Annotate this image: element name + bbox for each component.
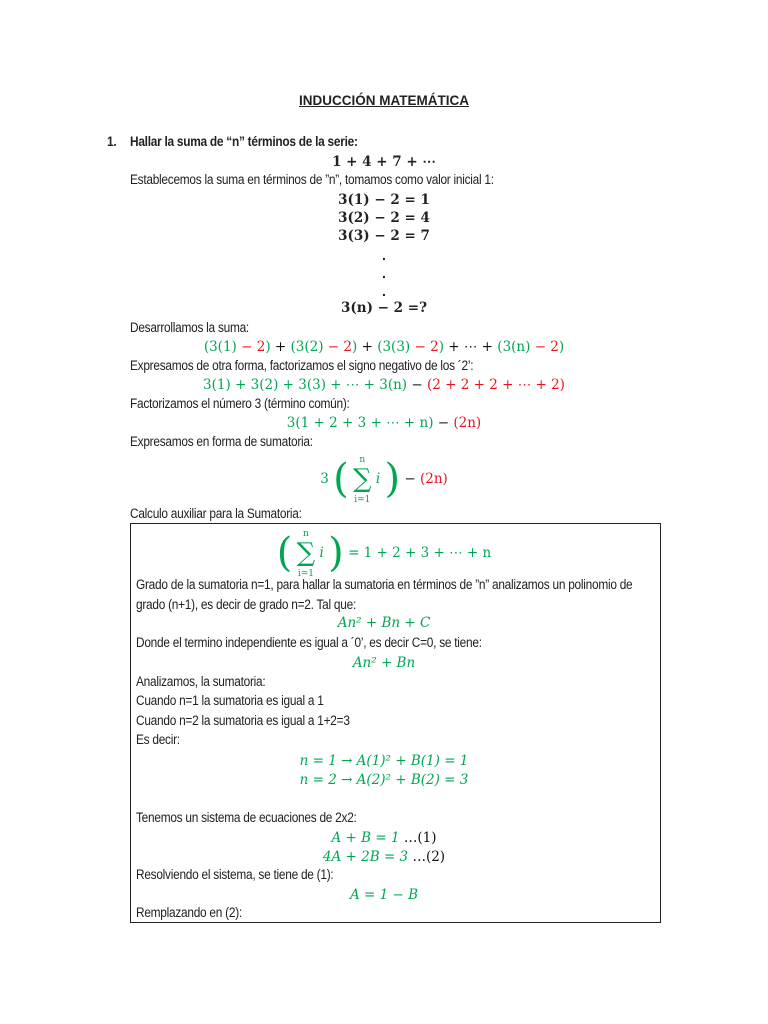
factor-text: Factorizamos el número 3 (término común): bbox=[130, 396, 350, 411]
system-eq-2: n = 2 → A(2)² + B(2) = 3 bbox=[299, 772, 469, 788]
aux-text: Calculo auxiliar para la Sumatoria: bbox=[130, 506, 302, 521]
equation-1: 3(1) − 2 = 1 bbox=[338, 192, 430, 208]
case-1-text: Cuando n=1 la sumatoria es igual a 1 bbox=[136, 693, 324, 708]
equation-2: 3(2) − 2 = 4 bbox=[338, 210, 430, 226]
develop-text: Desarrollamos la suma: bbox=[130, 320, 249, 335]
solve-text: Resolviendo el sistema, se tiene de (1): bbox=[136, 867, 334, 882]
equation-3: 3(3) − 2 = 7 bbox=[338, 228, 430, 244]
replace-text: Remplazando en (2): bbox=[136, 905, 242, 920]
express-text: Expresamos de otra forma, factorizamos el signo negativo de los ´2’: bbox=[130, 358, 474, 373]
ellipsis-dot: . bbox=[382, 265, 386, 281]
system-eq-1: n = 1 → A(1)² + B(1) = 1 bbox=[299, 753, 469, 769]
polynomial-1: An² + Bn + C bbox=[337, 615, 431, 631]
equation-n: 3(n) − 2 =? bbox=[340, 300, 427, 316]
express-expression: 3(1) + 3(2) + 3(3) + ⋯ + 3(n) − (2 + 2 + 2 + ⋯ + 2) bbox=[203, 377, 565, 393]
establish-text: Establecemos la suma en términos de ”n”, tomamos como valor inicial 1: bbox=[130, 172, 494, 187]
polynomial-2: An² + Bn bbox=[352, 655, 416, 671]
series-expression: 1 + 4 + 7 + ⋯ bbox=[332, 154, 436, 170]
independent-text: Donde el termino independiente es igual a ´0’, es decir C=0, se tiene: bbox=[136, 635, 482, 650]
equation-system-1: A + B = 1 …(1) bbox=[331, 830, 437, 846]
sigma-symbol: n ∑ i=1 bbox=[296, 529, 316, 579]
box-sum-expression: ( n ∑ i=1 i ) = 1 + 2 + 3 + ⋯ + n bbox=[0, 526, 768, 574]
case-2-text: Cuando n=2 la sumatoria es igual a 1+2=3 bbox=[136, 713, 350, 728]
term: 3(1) bbox=[209, 339, 237, 355]
ellipsis-dot: . bbox=[382, 283, 386, 299]
grade-line-2: grado (n+1), es decir de grado n=2. Tal que: bbox=[136, 597, 356, 612]
ellipsis-dot: . bbox=[382, 247, 386, 263]
sum-expression: 3 ( n ∑ i=1 i ) − (2n) bbox=[0, 452, 768, 502]
analyze-text: Analizamos, la sumatoria: bbox=[136, 674, 266, 689]
sigma-symbol: n ∑ i=1 bbox=[352, 455, 372, 505]
develop-expression: (3(1) − 2) + (3(2) − 2) + (3(3) − 2) + ⋯ + (3(n) − 2) bbox=[203, 339, 565, 355]
solve-equation: A = 1 − B bbox=[349, 887, 419, 903]
equation-system-2: 4A + 2B = 3 …(2) bbox=[322, 849, 446, 865]
system-text: Tenemos un sistema de ecuaciones de 2x2: bbox=[136, 810, 357, 825]
grade-line-1: Grado de la sumatoria n=1, para hallar la sumatoria en términos de ”n” analizamos un polinomio de bbox=[136, 577, 633, 592]
sum-form-text: Expresamos en forma de sumatoria: bbox=[130, 434, 313, 449]
es-decir-text: Es decir: bbox=[136, 732, 180, 747]
item-heading: Hallar la suma de “n” términos de la serie: bbox=[130, 134, 358, 149]
factor-expression: 3(1 + 2 + 3 + ⋯ + n) − (2n) bbox=[286, 415, 482, 431]
item-number: 1. bbox=[107, 134, 117, 149]
page-title: INDUCCIÓN MATEMÁTICA bbox=[299, 93, 469, 108]
